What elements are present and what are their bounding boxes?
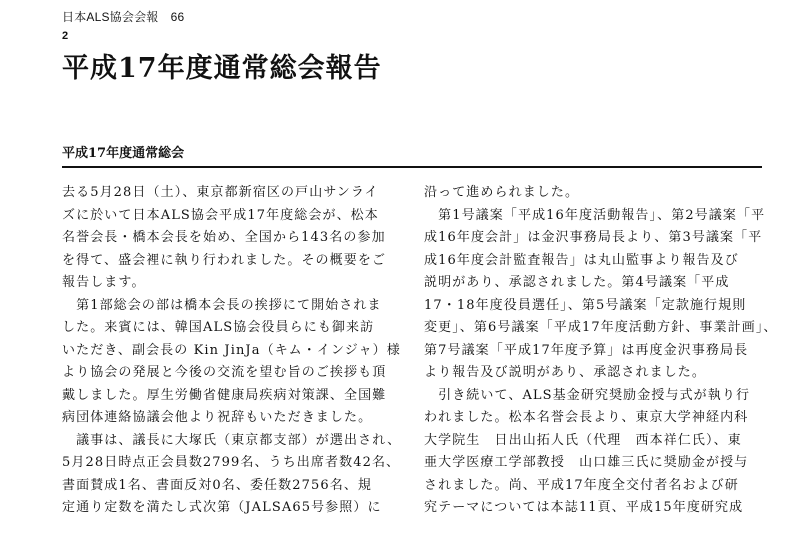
section-divider [62, 166, 762, 168]
body-text-line: 議事は、議長に大塚氏（東京都支部）が選出され、 [62, 432, 402, 448]
body-text-line: 書面賛成1名、書面反対0名、委任数2756名、規 [62, 477, 373, 493]
body-text-line: されました。尚、平成17年度全交付者名および研 [424, 477, 739, 493]
body-text-line: 沿って進められました。 [424, 185, 580, 200]
body-text-line: より報告及び説明があり、承認されました。 [424, 365, 707, 380]
body-text-line: 成16年度会計監査報告」は丸山監事より報告及び [424, 252, 739, 268]
journal-header: 日本ALS協会会報 66 [62, 10, 185, 24]
body-text-line: われました。松本名誉会長より、東京大学神経内科 [424, 410, 749, 425]
body-text-line: 報告します。 [62, 275, 146, 290]
body-text-line: ズに於いて日本ALS協会平成17年度総会が、松本 [62, 207, 379, 223]
body-text-line: 戴しました。厚生労働省健康局疾病対策課、全国難 [62, 387, 387, 403]
body-text-line: 究テーマについては本誌11頁、平成15年度研究成 [424, 500, 744, 515]
body-text-line: いただき、副会長の Kin JinJa（キム・インジャ）様 [62, 342, 401, 358]
body-text-line: を得て、盛会裡に執り行われました。その概要をご [62, 252, 387, 268]
body-text-line: 名誉会長・橋本会長を始め、全国から143名の参加 [62, 230, 386, 245]
section-subtitle: 平成17年度通常総会 [62, 146, 185, 161]
body-text-line: 説明があり、承認されました。第4号議案「平成 [424, 275, 730, 290]
body-text-line: 定通り定数を満たし式次第（JALSA65号参照）に [62, 500, 382, 515]
body-text-line: 亜大学医療工学部教授 山口雄三氏に奨励金が授与 [424, 455, 749, 470]
body-text-line: 第1部総会の部は橋本会長の挨拶にて開始されま [62, 297, 382, 313]
page-number: 2 [62, 30, 69, 42]
body-text-line: 第1号議案「平成16年度活動報告」、第2号議案「平 [424, 207, 766, 223]
left-column [62, 182, 402, 520]
body-text-line: 去る5月28日（土）、東京都新宿区の戸山サンライ [62, 185, 379, 200]
body-text-line: より協会の発展と今後の交流を望む旨のご挨拶も頂 [62, 365, 387, 380]
body-text-line: 変更」、第6号議案「平成17年度活動方針、事業計画」、 [424, 320, 778, 335]
body-text-line: 17・18年度役員選任」、第5号議案「定款施行規則 [424, 297, 747, 313]
body-text-line: 成16年度会計」は金沢事務局長より、第3号議案「平 [424, 230, 763, 245]
body-text-line: 第7号議案「平成17年度予算」は再度金沢事務局長 [424, 342, 749, 358]
body-text-line: 大学院生 日出山拓人氏（代理 西本祥仁氏）、東 [424, 432, 742, 448]
body-text-line: した。来賓には、韓国ALS協会役員らにも御来訪 [62, 320, 375, 335]
body-text-line: 5月28日時点正会員数2799名、うち出席者数42名、 [62, 455, 401, 470]
body-text-line: 引き続いて、ALS基金研究奨励金授与式が執り行 [424, 387, 751, 403]
right-column [424, 182, 778, 520]
body-text-line: 病団体連絡協議会他より祝辞もいただきました。 [62, 410, 373, 425]
article-title: 平成17年度通常総会報告 [62, 53, 382, 84]
